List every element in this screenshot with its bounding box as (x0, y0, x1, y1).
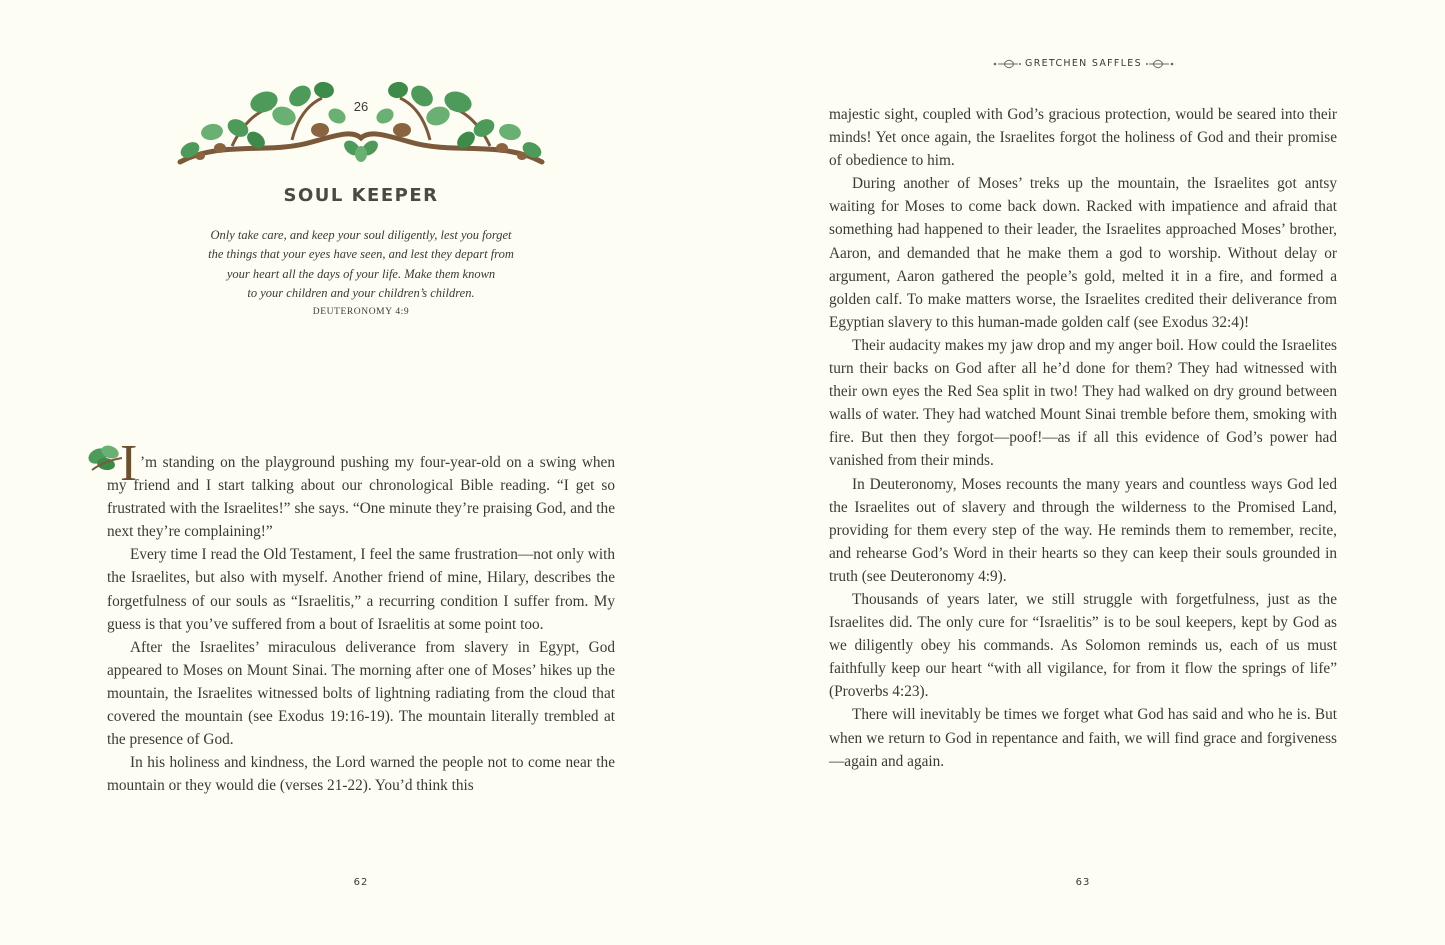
paragraph: Their audacity makes my jaw drop and my anger boil. How could the Israelites turn their backs on God after all he’d done for them? They had witnessed with their own eyes the Red Sea split in two! They had walked on dry ground between walls of water. They had watched Mount Sinai tremble before them, smoking with fire. But then they forgot—poof!—as if all this evidence of God’s power had vanished from their minds. (829, 336, 1337, 470)
paragraph-text: ’m standing on the playground pushing my four-year-old on a swing when my friend and I start talking about our chronological Bible reading. “I get so frustrated with the Israelites!” she says. “One minute they’re praising God, and the next they’re complaining!” (107, 454, 615, 541)
epigraph-line: to your children and your children’s children. (247, 286, 475, 301)
epigraph-reference: DEUTERONOMY 4:9 (312, 307, 410, 317)
page-number: 62 (353, 877, 369, 888)
paragraph: Thousands of years later, we still struggle with forgetfulness, just as the Israelites did. The only cure for “Israelitis” is to be soul keepers, kept by God as we diligently obey his commands. As Solomon reminds us, each of us must faithfully keep our heart “with all vigilance, for from it flow the springs of life” (Proverbs 4:23). (829, 590, 1337, 701)
paragraph: Every time I read the Old Testament, I feel the same frustration—not only with the Israelites, but also with myself. Another friend of mine, Hilary, describes the forgetfulness of our souls as “Israelitis,” a recurring condition I suffer from. My guess is that you’ve suffered from a bout of Israelitis at some point too. (107, 546, 615, 633)
flourish-icon (992, 57, 1022, 71)
left-page (0, 0, 722, 945)
author-name: GRETCHEN SAFFLES (1025, 58, 1142, 69)
paragraph: There will inevitably be times we forget what God has said and who he is. But when we return to God in repentance and faith, we will find grace and forgiveness—again and again. (829, 706, 1337, 770)
right-body-text (829, 103, 1337, 773)
paragraph: In his holiness and kindness, the Lord warned the people not to come near the mountain or they would die (verses 21-22). You’d think this (107, 754, 615, 795)
paragraph: During another of Moses’ treks up the mountain, the Israelites got antsy waiting for Moses to come back down. Racked with impatience and afraid that something had happened to their leader, the Israelites approached Moses’ brother, Aaron, and demanded that he make them a god to worship. Without delay or argument, Aaron gathered the people’s gold, melted it in a fire, and formed a golden calf. To make matters worse, the Israelites credited their deliverance from Egyptian slavery to this human-made golden calf (see Exodus 32:4)! (829, 175, 1337, 331)
right-page (722, 0, 1445, 945)
paragraph: In Deuteronomy, Moses recounts the many years and countless ways God led the Israelites out of slavery and through the wilderness to the Promised Land, providing for them every step of the way. He reminds them to remember, recite, and rehearse God’s Word in their hearts so they can keep their souls grounded in truth (see Deuteronomy 4:9). (829, 475, 1337, 585)
paragraph (107, 451, 615, 543)
chapter-title: SOUL KEEPER (283, 185, 439, 206)
paragraph: After the Israelites’ miraculous deliverance from slavery in Egypt, God appeared to Moses on Mount Sinai. The morning after one of Moses’ hikes up the mountain, the Israelites witnessed bolts of lightning radiating from the cloud that covered the mountain (see Exodus 19:16-19). The mountain literally trembled at the presence of God. (107, 638, 615, 749)
epigraph-line: your heart all the days of your life. Make them known (226, 266, 496, 281)
epigraph (180, 226, 542, 304)
flourish-icon (1145, 57, 1175, 71)
epigraph-line: Only take care, and keep your soul diligently, lest you forget (210, 228, 512, 242)
chapter-number: 26 (353, 99, 369, 114)
drop-cap-letter: I (120, 435, 138, 492)
epigraph-line: the things that your eyes have seen, and lest they depart from (208, 247, 514, 262)
leaf-branch-ornament-icon (172, 80, 550, 180)
running-header (992, 56, 1175, 72)
left-body-text (107, 451, 615, 797)
page-number: 63 (1075, 877, 1091, 888)
paragraph: majestic sight, coupled with God’s gracious protection, would be seared into their minds! Yet once again, the Israelites forgot the holiness of God and their promise of obedience to him. (829, 106, 1337, 170)
